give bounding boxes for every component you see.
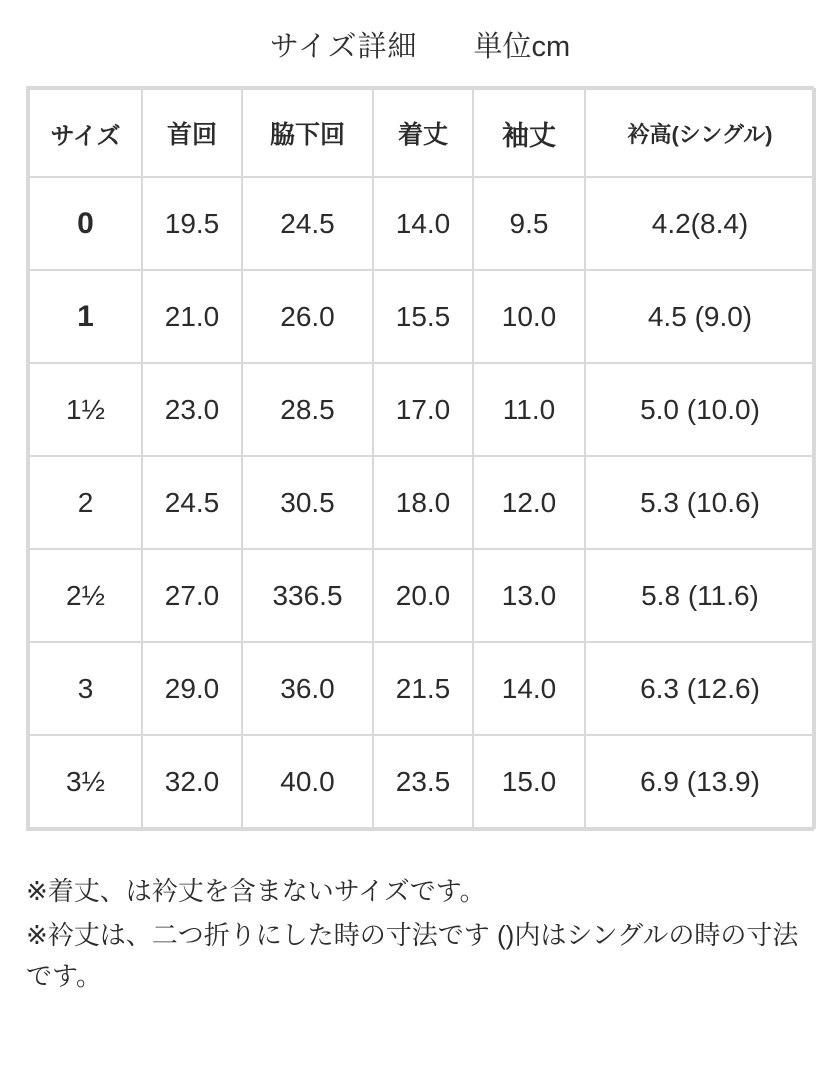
table-row [29, 177, 815, 270]
cell-size: 0 [29, 177, 142, 270]
unit-text: 単位cm [473, 31, 571, 63]
cell-collar: 4.2(8.4) [585, 177, 815, 270]
column-header-length: 着丈 [373, 89, 473, 177]
cell-size: 2½ [29, 549, 142, 642]
cell-sleeve: 15.0 [473, 735, 585, 828]
table-row [29, 270, 815, 363]
table-header [29, 89, 815, 177]
column-header-neck: 首回 [142, 89, 242, 177]
cell-collar: 5.8 (11.6) [585, 549, 815, 642]
cell-size: 3 [29, 642, 142, 735]
table-row [29, 456, 815, 549]
cell-chest: 28.5 [242, 363, 373, 456]
cell-collar: 5.3 (10.6) [585, 456, 815, 549]
cell-size: 3½ [29, 735, 142, 828]
cell-collar: 5.0 (10.0) [585, 363, 815, 456]
cell-collar: 6.9 (13.9) [585, 735, 815, 828]
cell-sleeve: 14.0 [473, 642, 585, 735]
cell-sleeve: 12.0 [473, 456, 585, 549]
cell-sleeve: 13.0 [473, 549, 585, 642]
note-line-1: ※着丈、は衿丈を含まないサイズです。 [26, 876, 486, 906]
cell-collar: 6.3 (12.6) [585, 642, 815, 735]
column-header-size: サイズ [29, 89, 142, 177]
notes-section [26, 871, 814, 996]
cell-length: 15.5 [373, 270, 473, 363]
cell-neck: 32.0 [142, 735, 242, 828]
cell-length: 21.5 [373, 642, 473, 735]
table-row [29, 642, 815, 735]
cell-chest: 26.0 [242, 270, 373, 363]
cell-neck: 29.0 [142, 642, 242, 735]
table-body [29, 177, 815, 828]
table-row [29, 363, 815, 456]
cell-size: 2 [29, 456, 142, 549]
cell-neck: 24.5 [142, 456, 242, 549]
cell-length: 17.0 [373, 363, 473, 456]
table-row [29, 735, 815, 828]
cell-chest: 30.5 [242, 456, 373, 549]
column-header-collar: 衿高(シングル) [585, 89, 815, 177]
cell-chest: 24.5 [242, 177, 373, 270]
cell-length: 14.0 [373, 177, 473, 270]
cell-neck: 19.5 [142, 177, 242, 270]
page-title [0, 0, 840, 70]
cell-length: 23.5 [373, 735, 473, 828]
table-header-row [29, 89, 815, 177]
note-line-2: ※衿丈は、二つ折りにした時の寸法です ()内はシングルの時の寸法です。 [26, 920, 799, 991]
size-table [28, 88, 816, 829]
column-header-sleeve: 袖丈 [473, 89, 585, 177]
cell-sleeve: 11.0 [473, 363, 585, 456]
cell-size: 1 [29, 270, 142, 363]
cell-chest: 336.5 [242, 549, 373, 642]
cell-sleeve: 10.0 [473, 270, 585, 363]
cell-length: 18.0 [373, 456, 473, 549]
size-table-container [26, 86, 814, 831]
cell-neck: 23.0 [142, 363, 242, 456]
cell-collar: 4.5 (9.0) [585, 270, 815, 363]
cell-neck: 21.0 [142, 270, 242, 363]
cell-neck: 27.0 [142, 549, 242, 642]
cell-length: 20.0 [373, 549, 473, 642]
column-header-chest: 脇下回 [242, 89, 373, 177]
table-row [29, 549, 815, 642]
title-text: サイズ詳細 [269, 31, 418, 63]
cell-chest: 36.0 [242, 642, 373, 735]
cell-size: 1½ [29, 363, 142, 456]
cell-sleeve: 9.5 [473, 177, 585, 270]
cell-chest: 40.0 [242, 735, 373, 828]
